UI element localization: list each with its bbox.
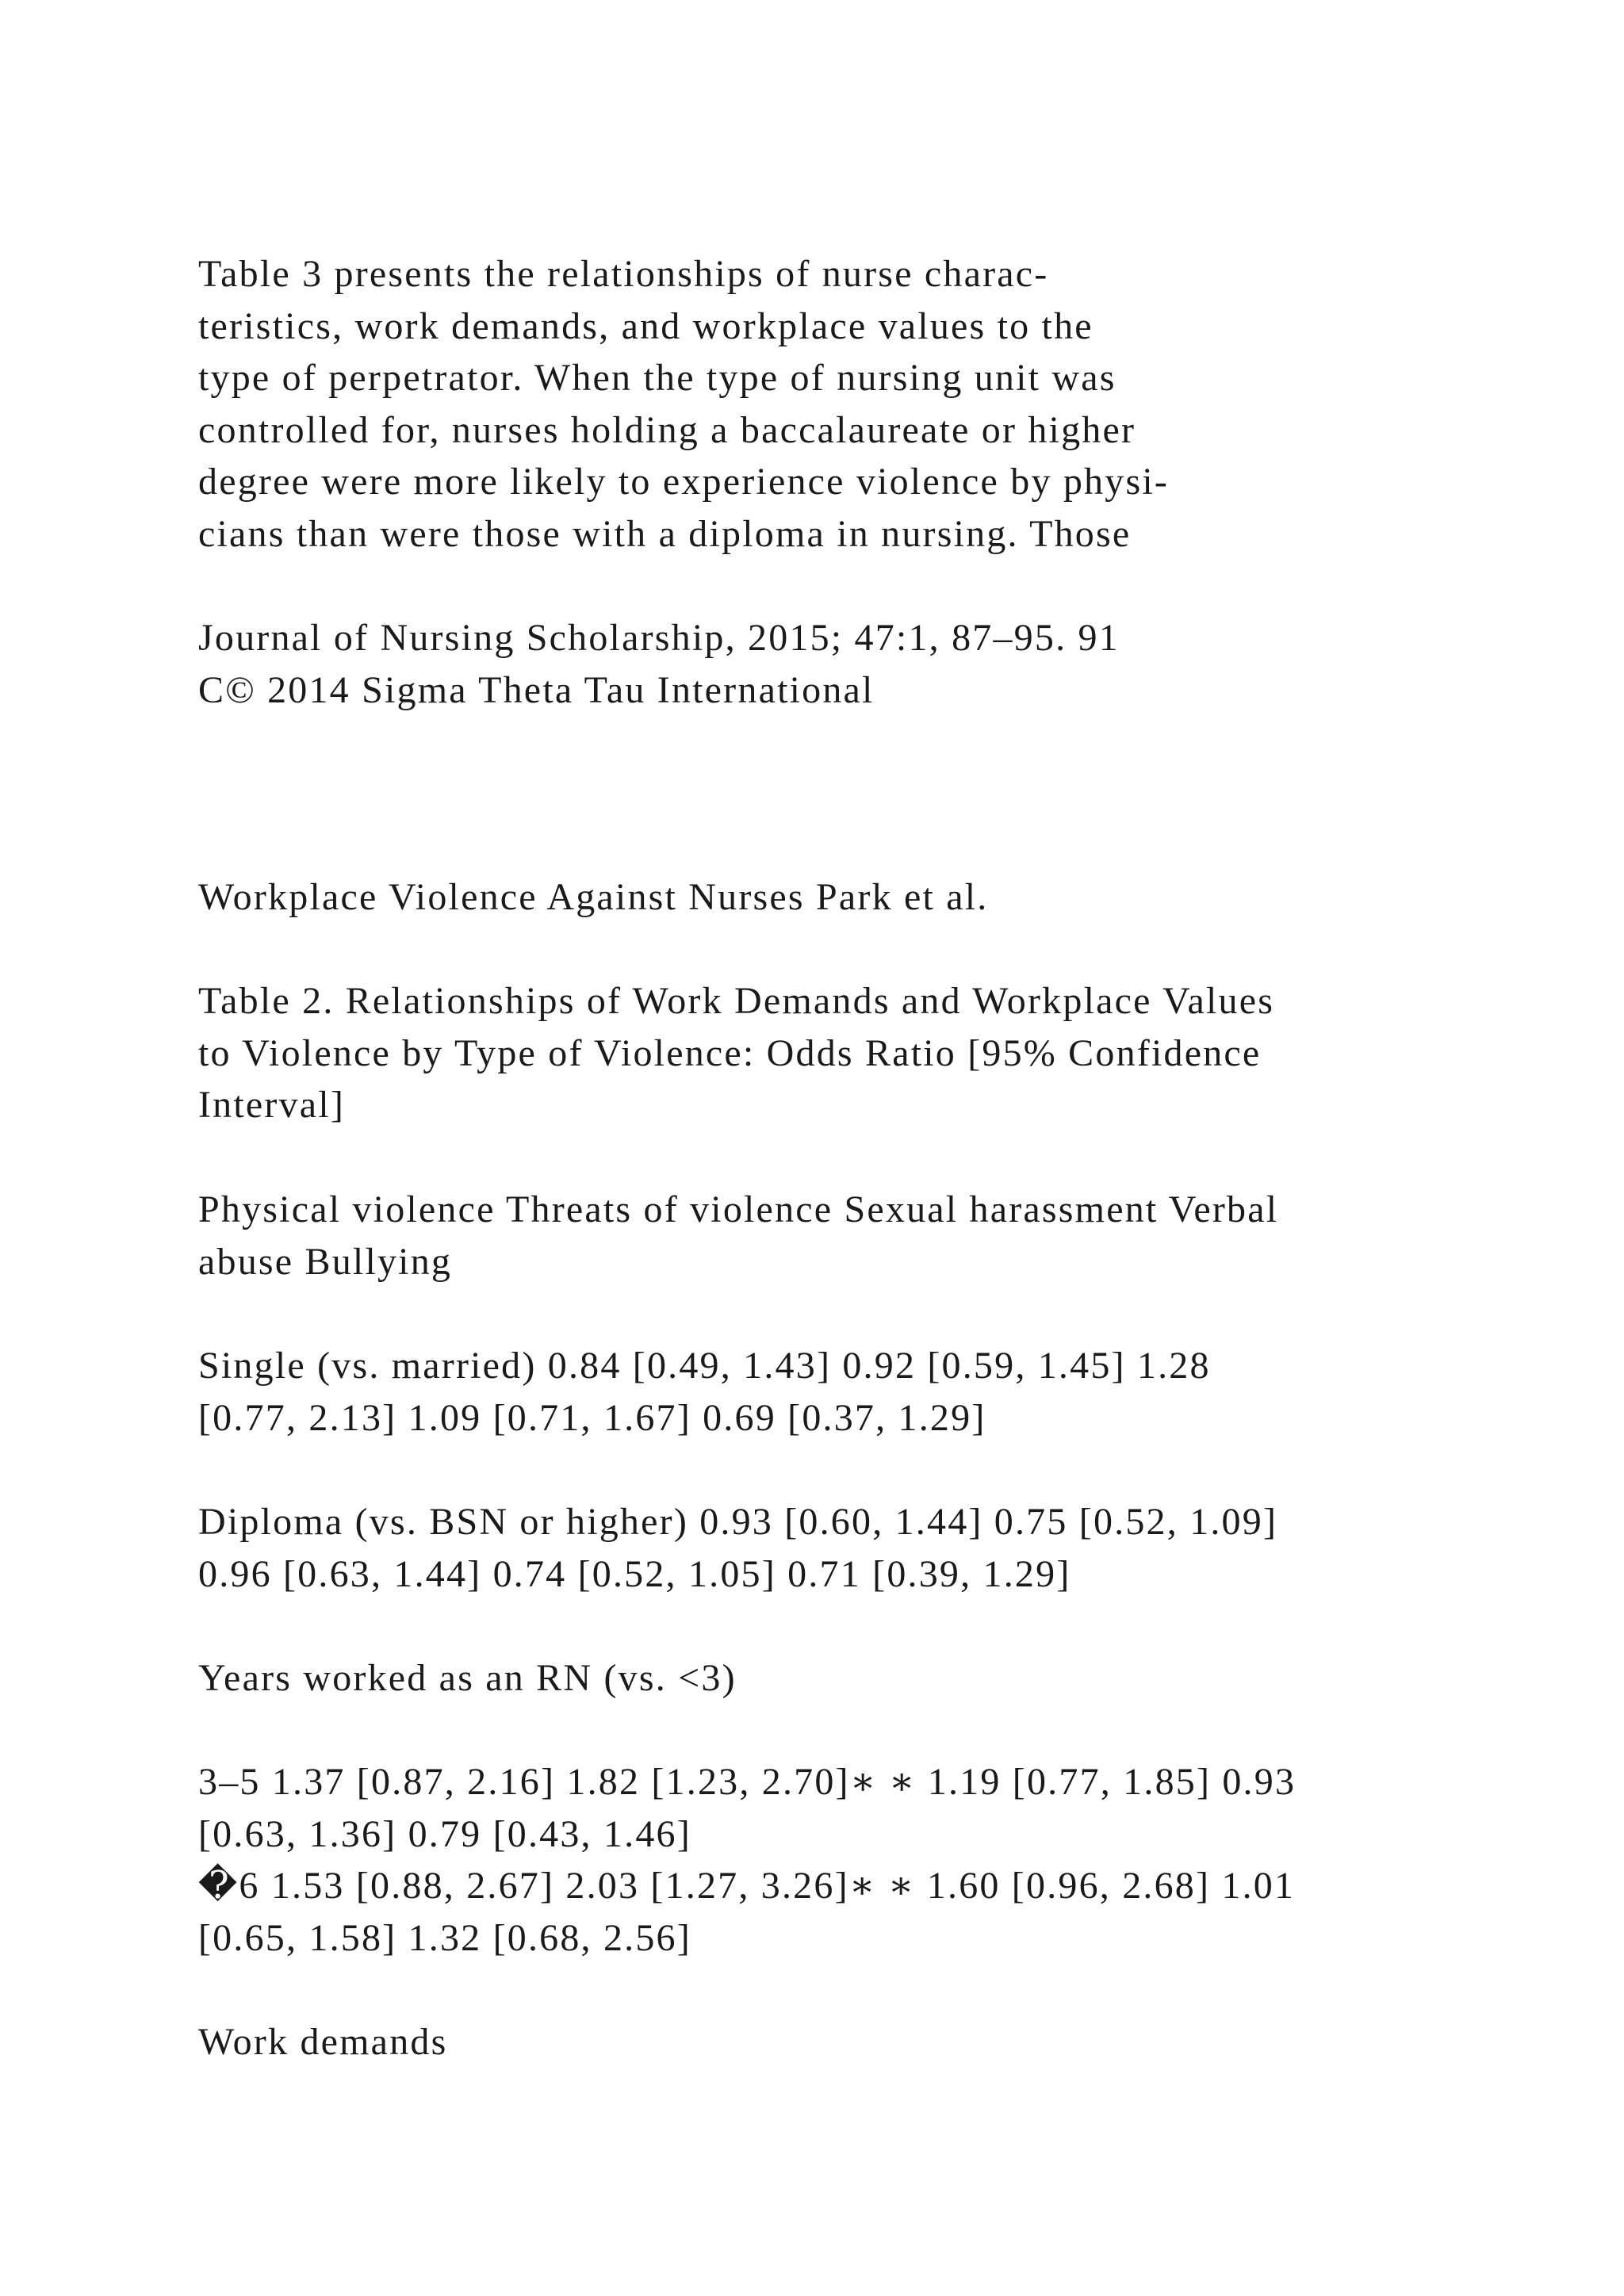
text-line: type of perpetrator. When the type of nursing unit was <box>198 357 1116 399</box>
copyright-line: C© 2014 Sigma Theta Tau International <box>198 668 875 711</box>
table-column-headers <box>198 1184 1278 1288</box>
work-demands-heading <box>198 2016 447 2068</box>
running-header-text: Workplace Violence Against Nurses Park et al. <box>198 876 989 918</box>
table-row-single <box>198 1340 1211 1444</box>
text-line: [0.63, 1.36] 0.79 [0.43, 1.46] <box>198 1812 691 1855</box>
text-line: abuse Bullying <box>198 1240 453 1283</box>
text-line: Physical violence Threats of violence Sexual harassment Verbal <box>198 1188 1279 1230</box>
table-row-diploma <box>198 1496 1277 1600</box>
text-line: Work demands <box>198 2021 448 2063</box>
text-line: [0.65, 1.58] 1.32 [0.68, 2.56] <box>198 1916 691 1959</box>
journal-footer <box>198 612 1120 716</box>
text-line: Years worked as an RN (vs. <3) <box>198 1657 737 1699</box>
text-line: teristics, work demands, and workplace values to the <box>198 304 1094 347</box>
text-line: Table 2. Relationships of Work Demands and Workplace Values <box>198 980 1275 1022</box>
text-line: Table 3 presents the relationships of nurse charac- <box>198 253 1049 295</box>
text-line: 0.96 [0.63, 1.44] 0.74 [0.52, 1.05] 0.71 [0.39, 1.29] <box>198 1552 1071 1595</box>
journal-citation: Journal of Nursing Scholarship, 2015; 47:1, 87–95. 91 <box>198 617 1120 659</box>
text-line: degree were more likely to experience violence by physi- <box>198 461 1170 503</box>
text-line: 3–5 1.37 [0.87, 2.16] 1.82 [1.23, 2.70]∗ ∗ 1.19 [0.77, 1.85] 0.93 <box>198 1761 1297 1803</box>
text-line: Diploma (vs. BSN or higher) 0.93 [0.60, 1.44] 0.75 [0.52, 1.09] <box>198 1501 1278 1543</box>
table-rows-years <box>198 1756 1296 1964</box>
running-header <box>198 871 988 924</box>
text-line: Interval] <box>198 1084 346 1126</box>
text-line: controlled for, nurses holding a baccalaureate or higher <box>198 408 1136 451</box>
text-line: Single (vs. married) 0.84 [0.49, 1.43] 0.92 [0.59, 1.45] 1.28 <box>198 1345 1211 1387</box>
text-line: to Violence by Type of Violence: Odds Ratio [95% Confidence <box>198 1031 1262 1074</box>
text-line: cians than were those with a diploma in nursing. Those <box>198 512 1132 555</box>
table-caption <box>198 975 1274 1131</box>
text-line: [0.77, 2.13] 1.09 [0.71, 1.67] 0.69 [0.37, 1.29] <box>198 1396 986 1439</box>
document-page <box>198 0 1546 2296</box>
intro-paragraph <box>198 248 1169 560</box>
years-worked-heading <box>198 1652 737 1705</box>
text-line: �6 1.53 [0.88, 2.67] 2.03 [1.27, 3.26]∗ ∗ 1.60 [0.96, 2.68] 1.01 <box>198 1865 1296 1907</box>
